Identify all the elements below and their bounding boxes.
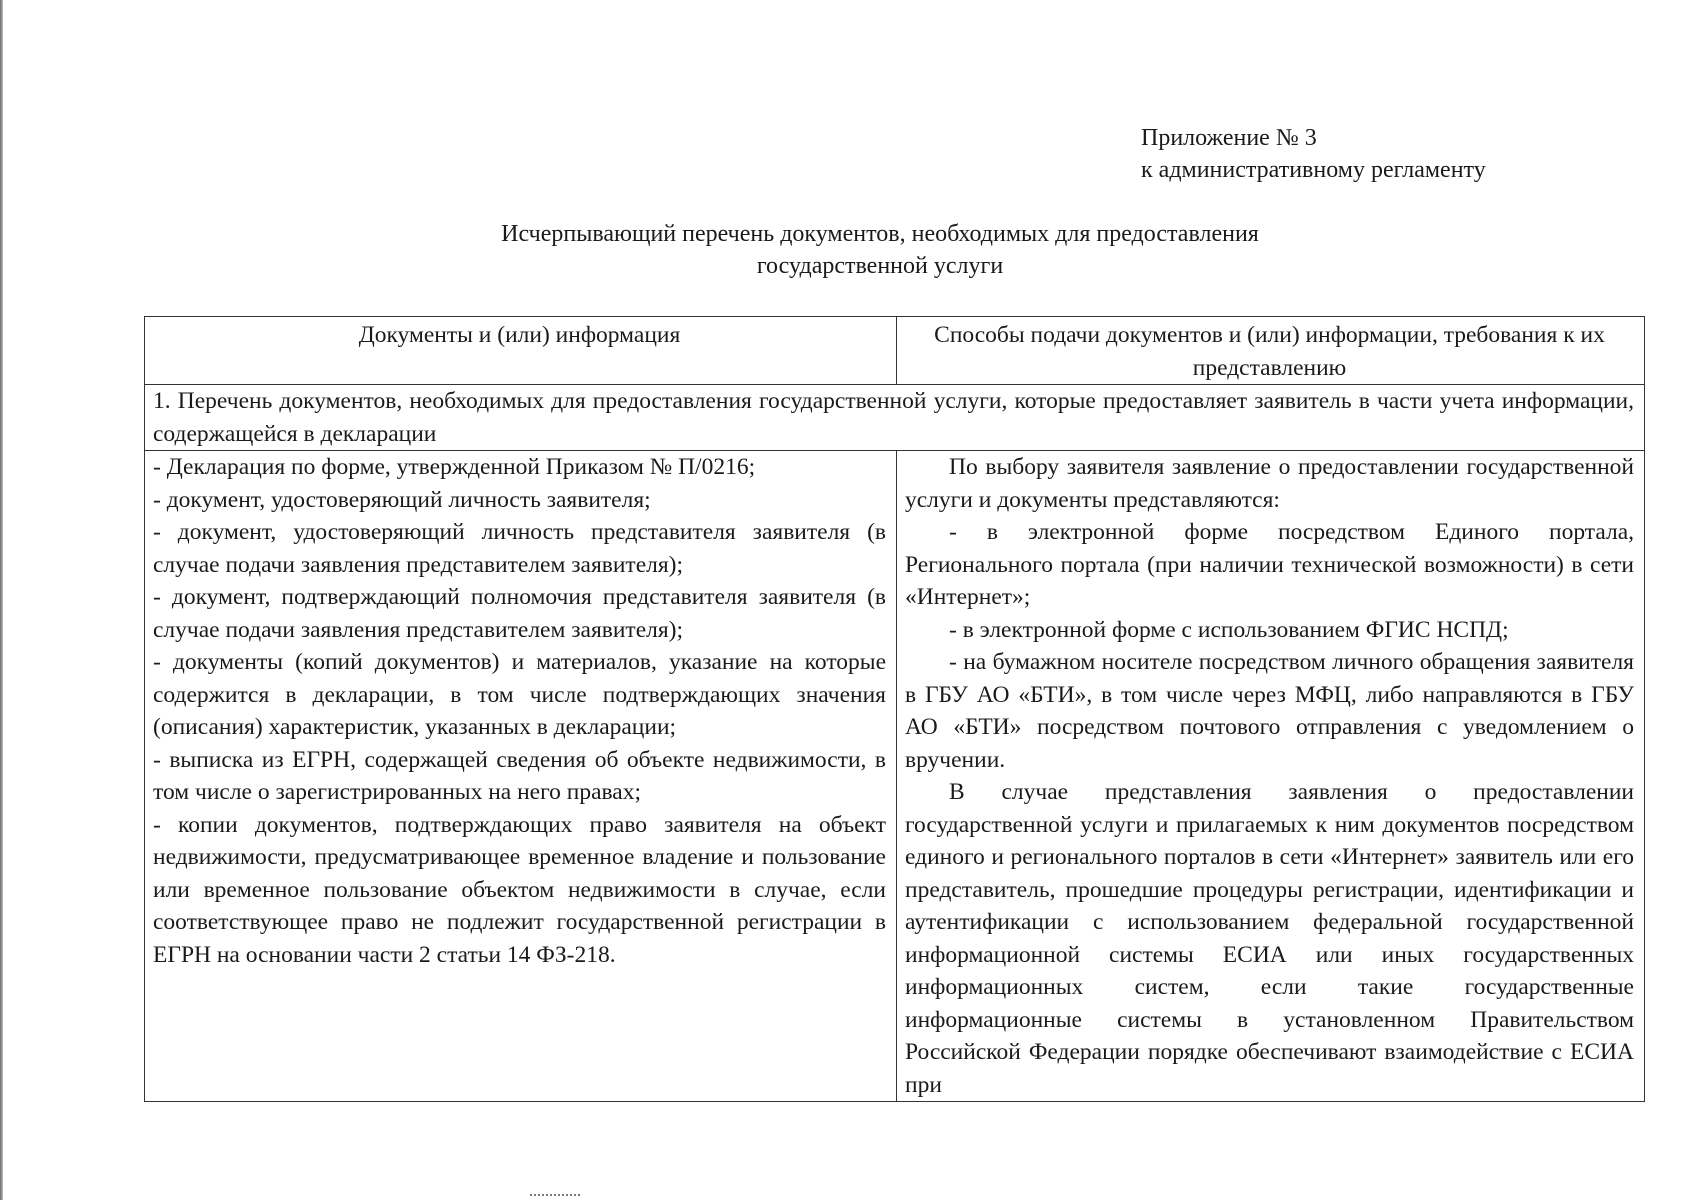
document-item: - документ, удостоверяющий личность заявителя; (153, 486, 651, 513)
header-methods: Способы подачи документов и (или) информации, требования к их представлению (897, 317, 1645, 385)
document-item: - копии документов, подтверждающих право заявителя на объект недвижимости, предусматривающее временное владение и пользование или временное пользование объектом недвижимости в случае, если соответствующее право не подлежит государственной регистрации в ЕГРН на основании части 2 статьи 14 ФЗ-218. (153, 811, 886, 968)
method-paragraph: - на бумажном носителе посредством личного обращения заявителя в ГБУ АО «БТИ», в том числе через МФЦ, либо направляются в ГБУ АО «БТИ» посредством почтового отправления с уведомлением о вручении. (905, 649, 1634, 773)
content-row (145, 451, 1645, 1102)
document-item: - документы (копий документов) и материалов, указание на которые содержится в декларации, в том числе подтверждающих значения (описания) характеристик, указанных в декларации; (153, 649, 886, 740)
document-title (380, 218, 1380, 282)
documents-list (145, 451, 897, 1102)
section-title: 1. Перечень документов, необходимых для предоставления государственной услуги, которые предоставляет заявитель в части учета информации, содержащейся в декларации (145, 385, 1645, 451)
appendix-note (1141, 122, 1486, 186)
method-paragraph: По выбору заявителя заявление о предоставлении государственной услуги и документы представляются: (905, 454, 1634, 513)
submission-methods (897, 451, 1645, 1102)
appendix-line-2: к административному регламенту (1141, 157, 1486, 183)
method-paragraph: В случае представления заявления о предоставлении государственной услуги и прилагаемых к ним документов посредством единого и регионального порталов в сети «Интернет» заявитель или его представитель, прошедшие процедуры регистрации, идентификации и аутентификации с использованием федеральной государственной информационной системы ЕСИА или иных государственных информационных систем, если такие государственные информационные системы в установленном Правительством Российской Федерации порядке обеспечивают взаимодействие с ЕСИА при (905, 779, 1634, 1098)
method-paragraph: - в электронной форме посредством Единого портала, Регионального портала (при наличии технической возможности) в сети «Интернет»; (905, 519, 1634, 610)
appendix-line-1: Приложение № 3 (1141, 125, 1317, 151)
header-documents: Документы и (или) информация (145, 317, 897, 385)
page-bottom-mark (530, 1194, 580, 1198)
section-row (145, 385, 1645, 451)
method-paragraph: - в электронной форме с использованием ФГИС НСПД; (949, 616, 1509, 643)
document-item: - выписка из ЕГРН, содержащей сведения об объекте недвижимости, в том числе о зарегистрированных на него правах; (153, 746, 886, 805)
documents-table (144, 316, 1645, 1102)
document-title-line-1: Исчерпывающий перечень документов, необходимых для предоставления (501, 221, 1259, 247)
document-title-line-2: государственной услуги (756, 253, 1004, 279)
document-item: - документ, подтверждающий полномочия представителя заявителя (в случае подачи заявления представителем заявителя); (153, 584, 886, 643)
document-item: - Декларация по форме, утвержденной Приказом № П/0216; (153, 454, 756, 480)
document-item: - документ, удостоверяющий личность представителя заявителя (в случае подачи заявления представителем заявителя); (153, 519, 886, 578)
table-header-row (145, 317, 1645, 385)
scan-edge (0, 0, 3, 1200)
